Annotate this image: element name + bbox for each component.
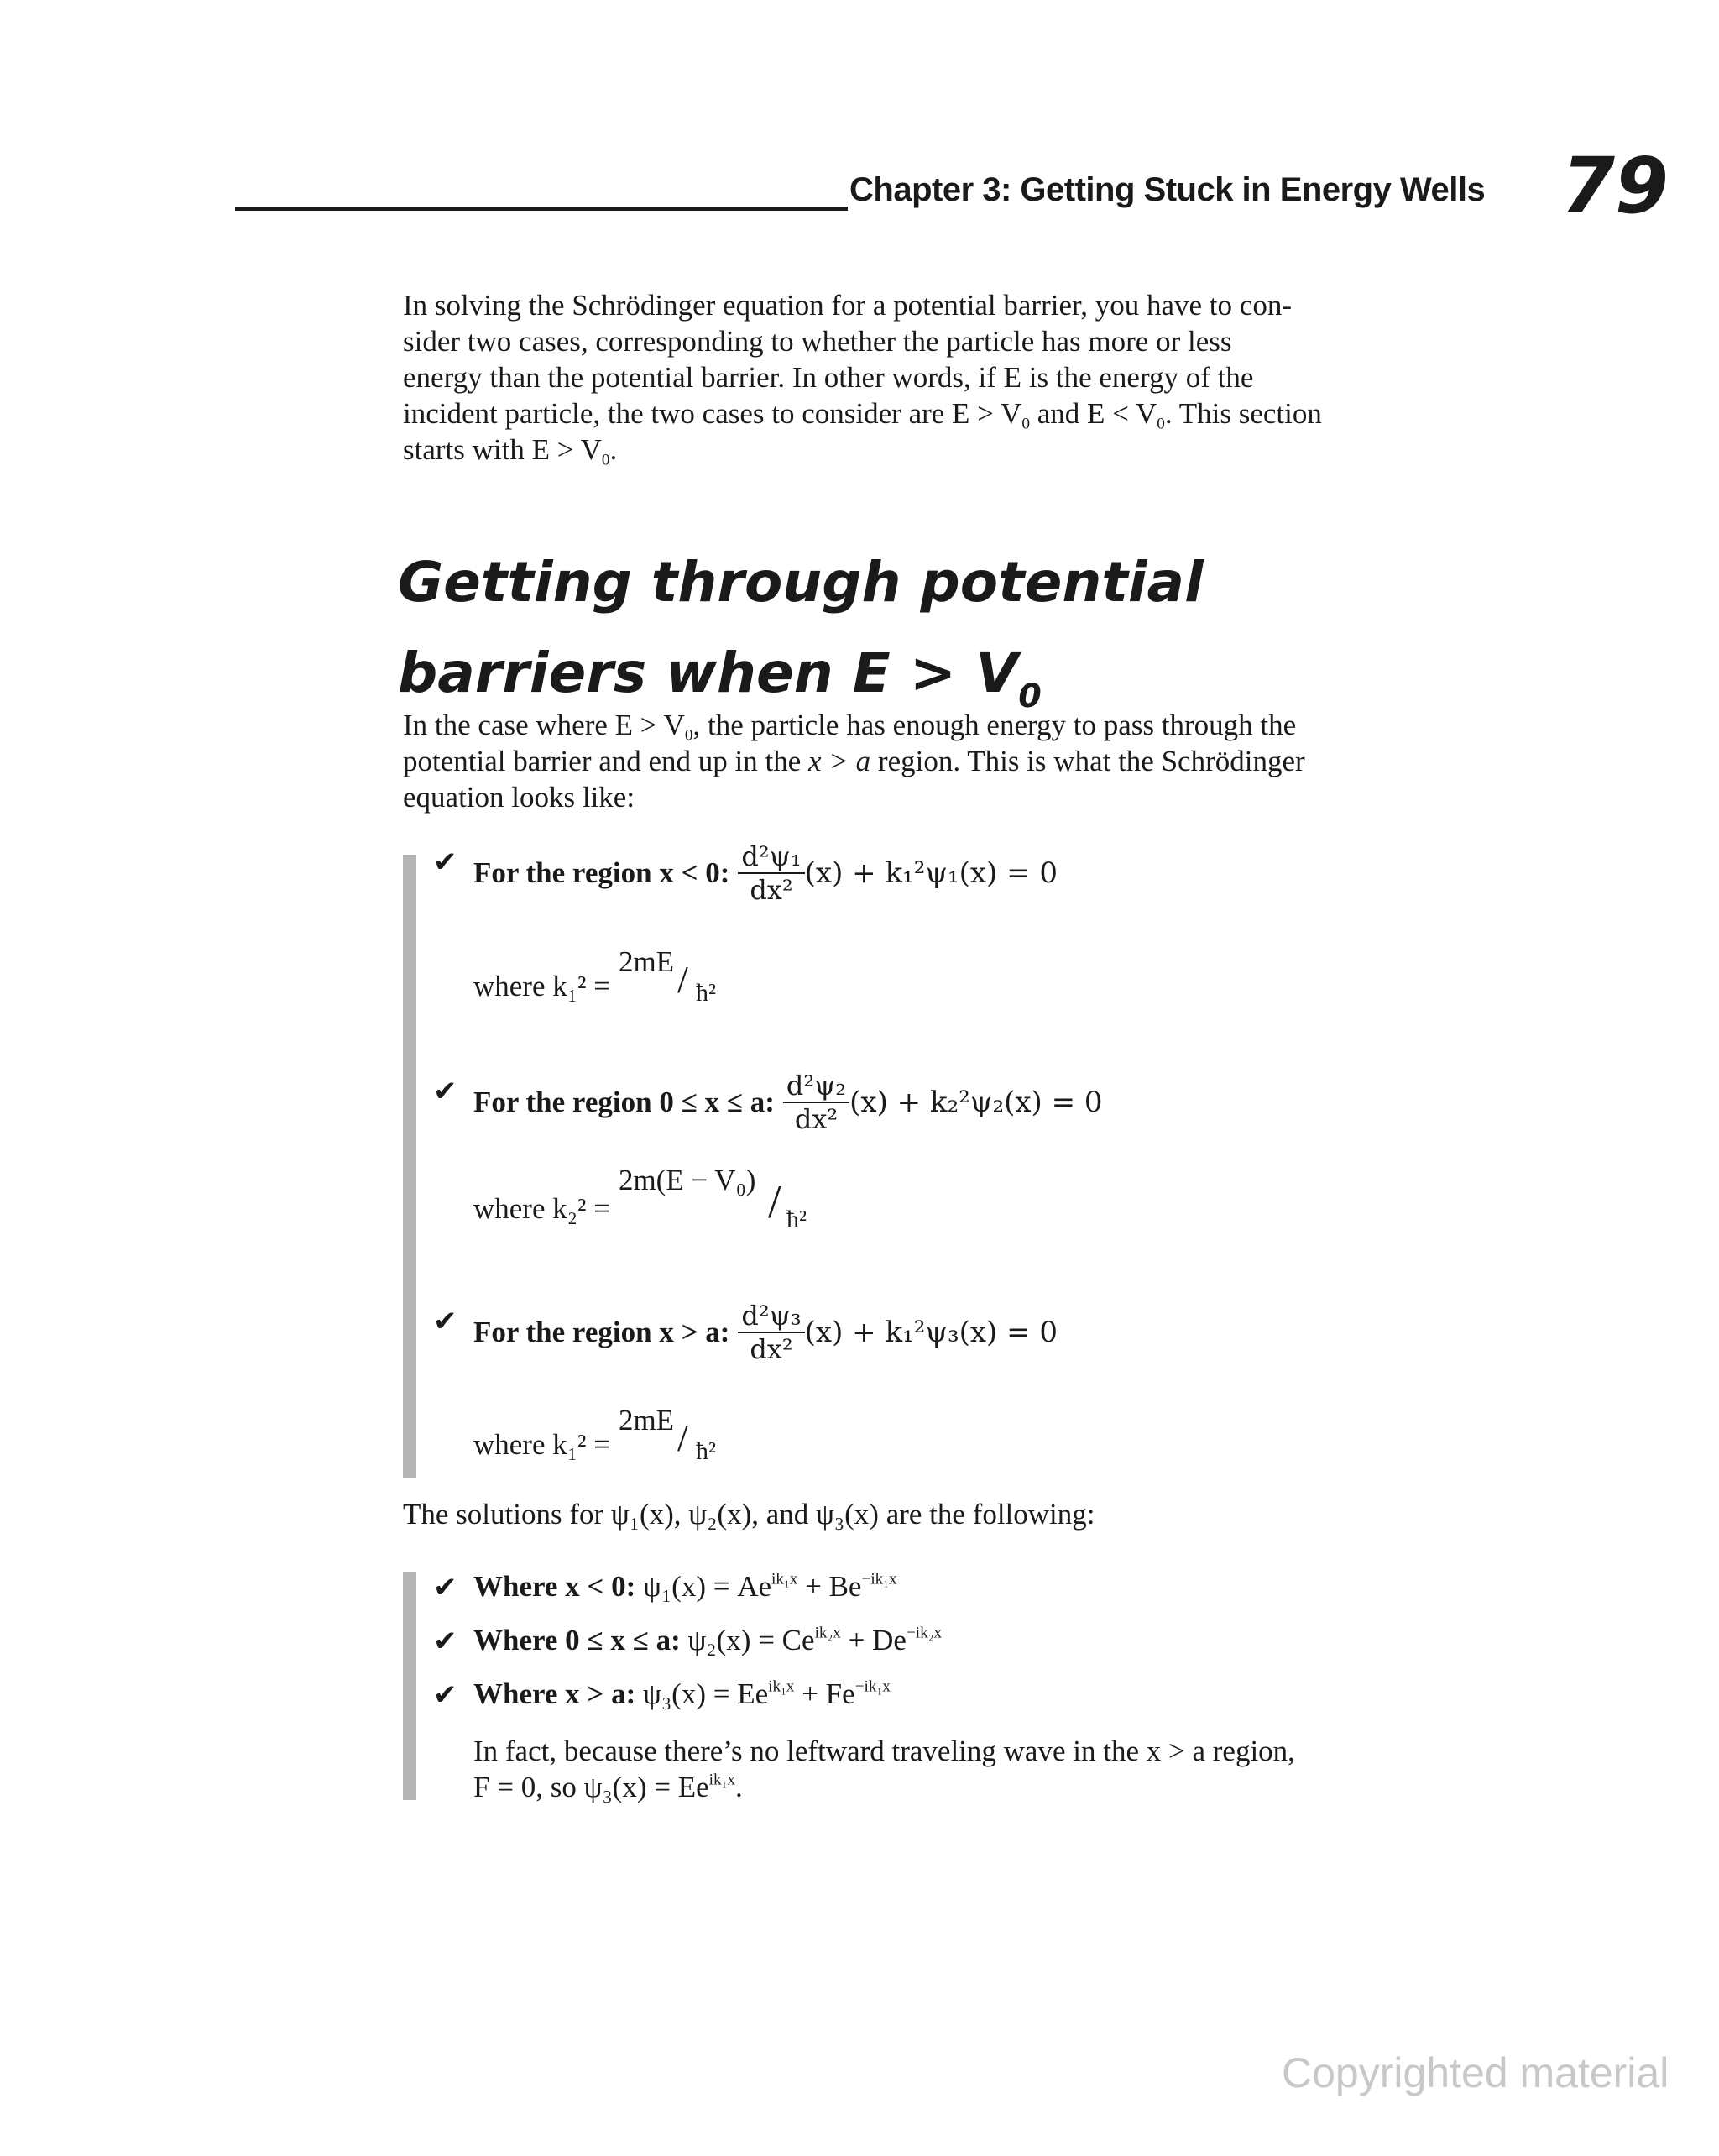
heading-line: barriers when $E > V_0$ (398, 641, 1042, 715)
solution-equation: $\psi_3(x) = Ee^{ik_1x} + Fe^{-ik_1x}$ (643, 1677, 891, 1710)
region-label: For the region 0 ≤ x ≤ a: (473, 1086, 775, 1118)
body-line: potential barrier and end up in the x > a region. This is what the Schrödinger (403, 745, 1305, 777)
checkmark-icon: ✔ (433, 845, 457, 879)
heading-line: Getting through potential (398, 550, 1204, 615)
solution-equation: $\psi_1(x) = Ae^{ik_1x} + Be^{-ik_1x}$ (643, 1570, 897, 1603)
solution-label: Where 0 ≤ x ≤ a: (473, 1624, 681, 1656)
fact-line: In fact, because there’s no leftward traveling wave in the x > a region, (473, 1735, 1295, 1767)
solutions-list (433, 1568, 1295, 1805)
chapter-title: Chapter 3: Getting Stuck in Energy Wells (849, 171, 1486, 208)
solution-label: Where x > a: (473, 1677, 636, 1710)
region-where: where k₁² = 2mE / ħ² (473, 1404, 716, 1465)
body-line: equation looks like: (403, 781, 635, 814)
region-item (433, 1056, 1524, 1149)
solutions-sidebar-bar (403, 1572, 416, 1800)
solution-item (433, 1676, 1295, 1730)
region-label: For the region x > a: (473, 1316, 730, 1348)
checkmark-icon: ✔ (433, 1075, 457, 1108)
solution-equation: $\psi_2(x) = Ce^{ik_2x} + De^{-ik_2x}$ (687, 1624, 943, 1656)
intro-line: starts with $E > V_0$. (403, 433, 618, 469)
intro-line: In solving the Schrödinger equation for a potential barrier, you have to con- (403, 289, 1292, 322)
intro-paragraph (403, 287, 1322, 468)
solutions-intro: The solutions for ψ₁(x), ψ₂(x), and ψ₃(x) are the following: (403, 1498, 1095, 1531)
page-number: 79 (1561, 141, 1669, 231)
body-line: In the case where $E > V_0$, the particle has enough energy to pass through the (403, 709, 1297, 745)
region-label: For the region x < 0: (473, 856, 730, 889)
region-item (433, 827, 1524, 919)
checkmark-icon: ✔ (433, 1571, 457, 1604)
list-sidebar-bar (403, 855, 416, 1478)
intro-line: sider two cases, corresponding to whether the particle has more or less (403, 325, 1232, 358)
region-equation: $\frac{\text{d²ψ₁}}{\text{dx²}}$ (x) + k₁²ψ₁(x) = 0 (738, 840, 1058, 906)
intro-line: energy than the potential barrier. In other words, if E is the energy of the (403, 361, 1254, 394)
region-item (433, 1286, 1524, 1379)
checkmark-icon: ✔ (433, 1305, 457, 1338)
fact-paragraph (473, 1733, 1295, 1805)
solution-item (433, 1622, 1295, 1676)
header-rule (235, 207, 848, 211)
region-where: where k₂² = 2m(E − V₀) / ħ² (473, 1164, 807, 1233)
solution-label: Where x < 0: (473, 1570, 636, 1603)
body-paragraph (403, 707, 1305, 815)
fact-line: F = 0, so $\psi_3(x) = Ee^{ik_1x}$. (473, 1771, 743, 1803)
region-equation: $\frac{\text{d²ψ₂}}{\text{dx²}}$ (x) + k₂²ψ₂(x) = 0 (783, 1070, 1103, 1135)
solution-item (433, 1568, 1295, 1622)
intro-line: incident particle, the two cases to consider are $E > V_0$ and $E < V_0$. This section (403, 397, 1322, 433)
checkmark-icon: ✔ (433, 1678, 457, 1712)
copyright-watermark: Copyrighted material (1282, 2049, 1669, 2096)
region-where: where k₁² = 2mE / ħ² (473, 945, 716, 1007)
checkmark-icon: ✔ (433, 1625, 457, 1658)
region-equation: $\frac{\text{d²ψ₃}}{\text{dx²}}$ (x) + k₁²ψ₃(x) = 0 (738, 1300, 1058, 1365)
